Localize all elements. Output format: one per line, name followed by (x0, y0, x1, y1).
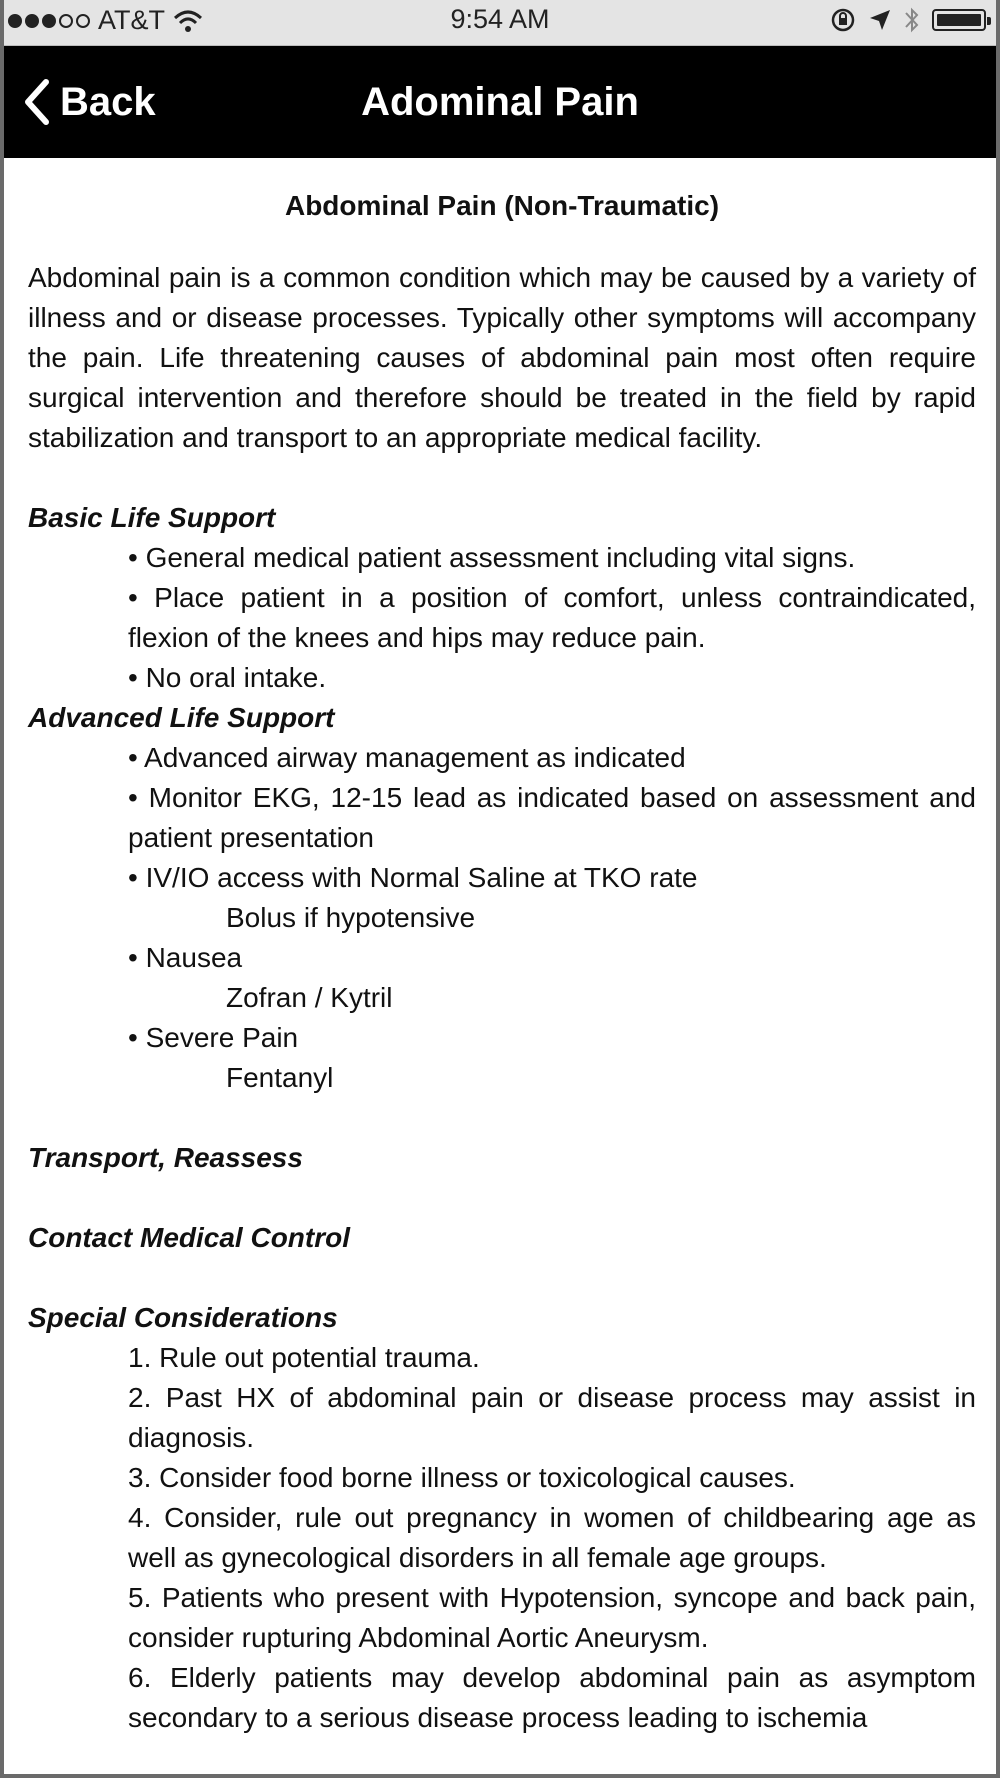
page-title: Adominal Pain (361, 80, 639, 124)
special-considerations-heading: Special Considerations (28, 1302, 338, 1333)
als-item: • Nausea (128, 942, 243, 973)
als-subitem: Bolus if hypotensive (226, 902, 476, 933)
consideration-item: 5. Patients who present with Hypotension, syncope and back pain, consider rupturing Abdominal Aortic Aneurysm. (128, 1582, 976, 1653)
consideration-item: 4. Consider, rule out pregnancy in women of childbearing age as well as gynecological disorders in all female age groups. (128, 1502, 976, 1573)
status-time: 9:54 AM (450, 4, 550, 34)
bls-heading: Basic Life Support (28, 502, 276, 533)
transport-heading: Transport, Reassess (28, 1142, 303, 1173)
contact-heading: Contact Medical Control (28, 1222, 351, 1253)
consideration-item: 6. Elderly patients may develop abdominal pain as asymptom secondary to a serious disease process leading to ischemia (128, 1662, 976, 1733)
bls-item: • No oral intake. (128, 662, 327, 693)
bls-item: • Place patient in a position of comfort, unless contraindicated, flexion of the knees and hips may reduce pain. (128, 582, 976, 653)
bls-item: • General medical patient assessment including vital signs. (128, 542, 856, 573)
als-item: • Severe Pain (128, 1022, 299, 1053)
als-subitem: Fentanyl (226, 1062, 334, 1093)
consideration-item: 1. Rule out potential trauma. (128, 1342, 480, 1373)
carrier-label: AT&T (98, 5, 165, 35)
consideration-item: 3. Consider food borne illness or toxicological causes. (128, 1462, 796, 1493)
als-heading: Advanced Life Support (28, 702, 335, 733)
als-subitem: Zofran / Kytril (226, 982, 393, 1013)
als-item: • Monitor EKG, 12-15 lead as indicated based on assessment and patient presentation (128, 782, 976, 853)
consideration-item: 2. Past HX of abdominal pain or disease process may assist in diagnosis. (128, 1382, 976, 1453)
als-item: • Advanced airway management as indicated (128, 742, 686, 773)
back-label: Back (60, 79, 156, 124)
als-item: • IV/IO access with Normal Saline at TKO rate (128, 862, 698, 893)
intro-paragraph: Abdominal pain is a common condition which may be caused by a variety of illness and or disease processes. Typically other symptoms will accompany the pain. Life threatening causes of abdominal pain most often require surgical intervention and therefore should be treated in the field by rapid stabilization and transport to an appropriate medical facility. (28, 262, 976, 453)
document-title: Abdominal Pain (Non-Traumatic) (284, 190, 720, 221)
